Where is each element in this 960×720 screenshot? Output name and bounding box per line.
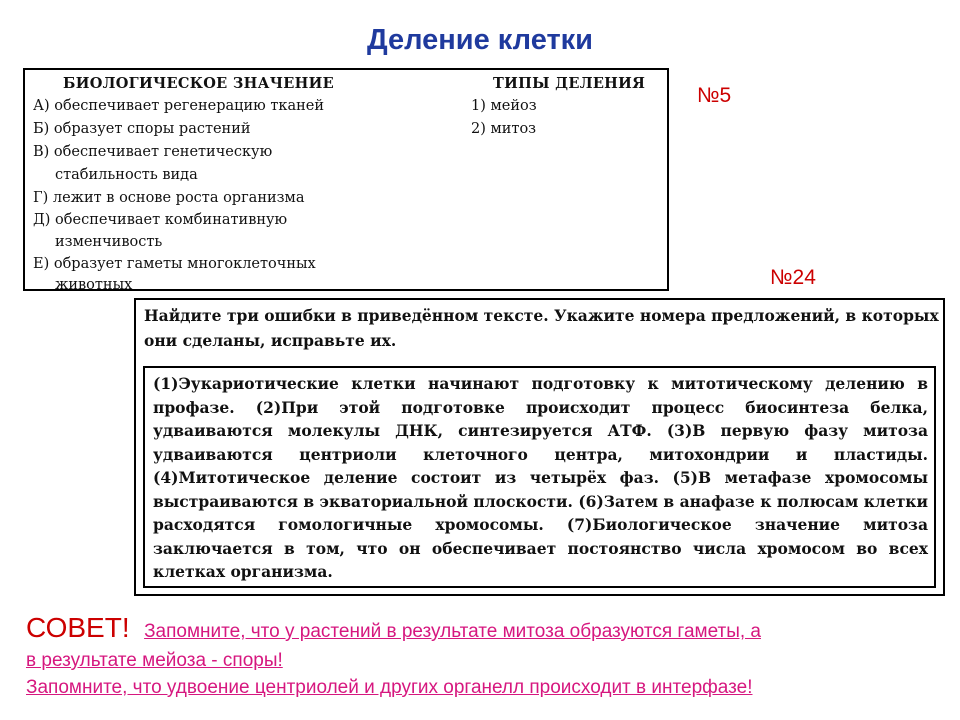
advice-line: Запомните, что удвоение центриолей и других органелл происходит в интерфазе!	[26, 677, 753, 698]
task24-text-box	[143, 366, 936, 588]
significance-item-continued: животных	[55, 277, 133, 293]
significance-item-continued: изменчивость	[55, 234, 163, 250]
page-title: Деление клетки	[366, 24, 594, 56]
significance-item-continued: стабильность вида	[55, 167, 198, 183]
column-header-biological-significance: БИОЛОГИЧЕСКОЕ ЗНАЧЕНИЕ	[63, 75, 334, 92]
advice-line: Запомните, что у растений в результате митоза образуются гаметы, а	[144, 621, 761, 642]
division-type-item: 2) митоз	[471, 121, 537, 137]
significance-item: Е) образует гаметы многоклеточных	[33, 256, 316, 272]
column-header-division-types: ТИПЫ ДЕЛЕНИЯ	[493, 75, 646, 92]
division-type-item: 1) мейоз	[471, 98, 537, 114]
significance-item: Г) лежит в основе роста организма	[33, 190, 305, 206]
task5-matching-table	[23, 68, 669, 291]
advice-label: СОВЕТ!	[26, 612, 130, 643]
task24-number: №24	[770, 266, 816, 289]
significance-item: В) обеспечивает генетическую	[33, 144, 273, 160]
task5-number: №5	[697, 84, 732, 107]
significance-item: А) обеспечивает регенерацию тканей	[33, 98, 324, 114]
significance-item: Д) обеспечивает комбинативную	[33, 212, 288, 228]
advice-line: в результате мейоза - споры!	[26, 650, 283, 671]
task24-text: (1)Эукариотические клетки начинают подготовку к митотическому делению в профазе. (2)При этой подготовке происходит процесс биосинтеза белка, удваиваются молекулы ДНК, синтезируется АТФ. (3)В первую фазу митоза удваиваются центриоли клеточного центра, митохондрии и пластиды. (4)Митотическое деление состоит из четырёх фаз. (5)В метафазе хромосомы выстраиваются в экваториальной плоскости. (6)Затем в анафазе к полюсам клетки расходятся гомологичные хромосомы. (7)Биологическое значение митоза заключается в том, что он обеспечивает постоянство числа хромосом во всех клетках организма.	[153, 374, 928, 581]
task24-instruction: Найдите три ошибки в приведённом тексте. Укажите номера предложений, в которых они сделаны, исправьте их.	[144, 306, 939, 350]
significance-item: Б) образует споры растений	[33, 121, 251, 137]
task24-error-search	[134, 298, 945, 596]
